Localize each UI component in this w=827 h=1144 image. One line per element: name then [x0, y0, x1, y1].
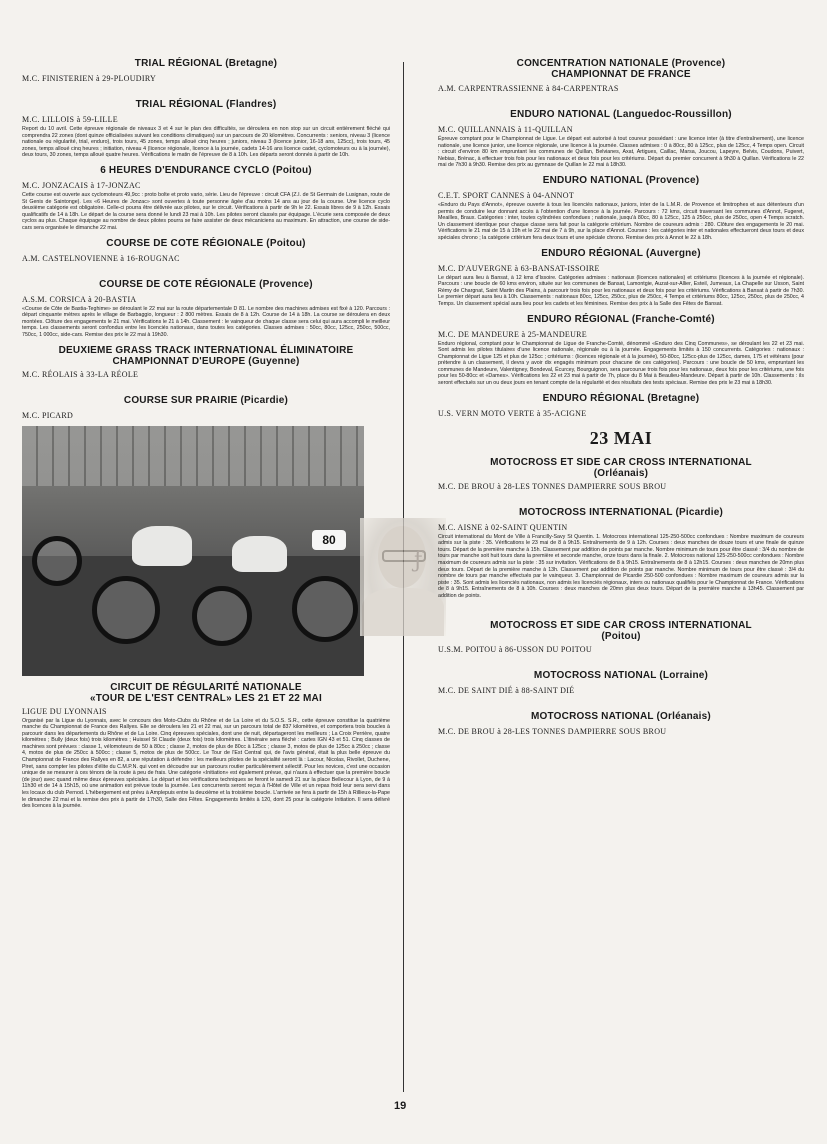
signature-mark: ƒ	[414, 548, 423, 573]
section-title: MOTOCROSS NATIONAL (Lorraine)	[533, 669, 709, 681]
section-title-line2: CHAMPIONNAT D'EUROPE (Guyenne)	[112, 355, 300, 367]
section-title: COURSE SUR PRAIRIE (Picardie)	[123, 394, 289, 406]
section-title: MOTOCROSS INTERNATIONAL (Picardie)	[518, 506, 724, 518]
club-name: M.C. DE BROU à 28-LES TONNES DAMPIERRE SOUS BROU	[438, 481, 667, 491]
portrait-shoulders	[362, 588, 444, 636]
club-name: M.C. PICARD	[22, 410, 74, 420]
section-title: ENDURO RÉGIONAL (Franche-Comté)	[527, 313, 715, 325]
left-column	[22, 52, 390, 816]
club-name: M.C. AISNE à 02-SAINT QUENTIN	[438, 522, 568, 532]
club-name: M.C. DE MANDEURE à 25-MANDEURE	[438, 329, 587, 339]
section-title: COURSE DE COTE RÉGIONALE (Poitou)	[106, 237, 306, 249]
club-name: M.C. LILLOIS à 59-LILLE	[22, 115, 118, 124]
bike-tank	[132, 526, 192, 566]
section-body: Circuit international du Mont de Ville à Francilly-Savy St Quentin. 1. Motocross international 125-250-500cc confondues : Nombre maximum de coureurs admis sur la piste : 35. Vérifications le 23 mai de 8 à 9h15. Entraînements de 9 à 12h. Courses : deux manches de douze tours et une finale de quinze tours. Départ de la première manche à 15h. Classement par addition de points par manche. Nombre minimum de tours pour être classé : 3/4 du nombre de tours par manche soit huit tours dans la première et seconde manche, onze tours dans la finale. 2. Motocross national 125-250-500cc confondues : Nombre maximum de coureurs admis sur la piste : 35 sur invitation. Vérifications de 8 à 9h15. Entraînements de 8 à 12h15. Courses : deux manches de 20mn plus deux tours. Départ de la première manche à 13h. Classement par addition de points par manche. Nombre minimum de tours pour être classé : 3/4 du nombre de tours par manche effectués par le vainqueur. 3. Championnat de Picardie 250-500 confondues : Nombre maximum de coureurs admis sur la piste : 35. Sont admis les licenciés nationaux, non admis les licenciés régionaux, inters ou nationaux qualifiés pour le Championnat de France. Vérifications de 8 à 9h15. Entraînements de 8 à 10h. Courses : deux manches de 20mn plus deux tours. Départ de la première manche à 13h45. Classement par addition de points.	[438, 533, 804, 599]
section-body: «Enduro du Pays d'Annot», épreuve ouverte à tous les licenciés nationaux, juniors, inter de la L.M.R. de Provence et limitrophes et aux détenteurs d'un permis de conduire leur donnant accès à l'obtention d'une licence à la journée. Parcours : 72 kms, circuit traversant les communes d'Annot, Fugeret, Meailles, Braux. Catégories : inter, toutes cylindrées confondues ; nationale, jusqu'à 80cc, 80 à 125cc, 125 à 250cc, plus de 250cc, open 4 Temps scratch. Un classement identique pour chaque classe sera fait pour la catégorie critérium. Nombre de coureurs admis : 280. Clôture des engagements le 20 mai. Vérifications le 21 mai de 15 à 19h et le 22 mai de 7 à 9h, sur la place d'Annot. Courses : les catégories inter et nationales effectueront deux tours et deux spéciales chrono ; la catégorie critérium fera deux tours et une spéciale chrono. Remise des prix à Annot le 22 à 18h.	[438, 201, 804, 241]
club-name: U.S. VERN MOTO VERTE à 35-ACIGNE	[438, 408, 587, 418]
section-title-line1: MOTOCROSS ET SIDE CAR CROSS INTERNATIONAL	[490, 619, 752, 631]
section-title	[438, 620, 804, 642]
section-body: Organisé par la Ligue du Lyonnais, avec le concours des Moto-Clubs du Rhône et de La Loire et du S.O.S. S.R., cette épreuve constitue la quatrième manche du Championnat de France des Rallyes. Elle se déroulera les 21 et 22 mai, sur un parcours total de 837 kilomètres, et comportera trois boucles à parcourir dans les départements du Rhône et de La Loire. Cinq épreuves spéciales, dont une de nuit, départageront les meilleurs ; La Croix Perrière, quatre kilomètres ; Bully (deux fois) trois kilomètres ; Huissel St Claude (deux fois) trois kilomètres. L'itinéraire sera fléché : cartes IGN 43 et 51. Cinq classes de machines sont prévues : classe 1, vélomoteurs de 50 à 80cc ; classe 2, motos de plus de 80cc à 125cc ; classe 3, motos de plus de 125cc à 250cc ; classe 4, motos de plus de 250cc à 500cc ; classe 5, motos de plus de 500cc. Le Tour de l'Est Central qui, de l'avis général, était la plus belle épreuve du Championnat de France des Rallyes en 82, a une réputation à défendre : les meilleurs pilotes de la spécialité seront là : Lacour, Nicolas, Rivollet, Duchene, Piret, sans compter les pilotes d'élite du C.M.P.N. qui vont en découdre sur un parcours routier particulièrement sélectif. Pour les novices, c'est une occasion unique de se mesurer à ces ténors de la route à peu de frais. Une catégorie «Initiation» est également prévue, qui n'aura à effectuer que la première boucle (de jour) avec quand même deux épreuves spéciales. Le départ et les vérifications techniques se feront le samedi 21 sur la place Bellecour à Lyon, de 9 à 11h30 et de 14 à 15h15, où une animation est prévue toute la journée. Les concurrents seront reçus à l'Hôtel de Ville et un repas froid leur sera servi dans les locaux du club Pernod. L'hébergement est prévu à Amplepuis entre la deuxième et la troisième boucle. L'arrivée se fera à partir de 15h à Rillieux-la-Pape le dimanche 22 mai et la remise des prix à partir de 17h30, Salle des Fêtes. Engagements limités à 120, dont 25 pour la catégorie Initiation. Il sera délivré des licences à la journée.	[22, 717, 390, 810]
club-name: M.C. DE SAINT DIÉ à 88-SAINT DIÉ	[438, 685, 575, 695]
club-name: M.C. D'AUVERGNE à 63-BANSAT-ISSOIRE	[438, 263, 600, 273]
club-name: M.C. JONZACAIS à 17-JONZAC	[22, 180, 141, 190]
photo-building	[22, 426, 364, 486]
section-title: TRIAL RÉGIONAL (Bretagne)	[134, 58, 278, 69]
section-title: ENDURO RÉGIONAL (Auvergne)	[541, 247, 701, 259]
club-name: M.C. FINISTERIEN à 29-PLOUDIRY	[22, 74, 157, 83]
section-title-line2: (Poitou)	[601, 630, 641, 642]
section-body: «Course de Côte de Bastia-Teghime» se déroulant le 22 mai sur la route départementale D 81. Le nombre des machines admises est fixé à 120. Parcours : départ cinquante mètres après le village de Barbaggio, longueur : 2 800 mètres. Essais de 8 à 12h. Course de 14 à 18h. La course se déroulera en deux montées. Clôture des engagements le 21 mai. Vérifications le 21 à 14h. Classement : le vainqueur de chaque classe sera celui qui aura accompli le meilleur temps. Les classements seront confondus entre les licenciés nationaux, dans toutes les catégories. Classes admises : 50cc, 80cc, 125cc, 250cc, 500cc, 750cc, 1 000cc, side-cars. Remise des prix le 22 mai à 19h30.	[22, 305, 390, 338]
section-title	[438, 58, 804, 80]
section-title: ENDURO NATIONAL (Provence)	[542, 174, 700, 186]
section-body: Le départ aura lieu à Bansat, à 12 kms d'Issoire. Catégories admises : nationaux (licences nationales) et critériums (licences à la journée et régionale). Parcours : une boucle de 60 kms environ, située sur les communes de Bansat, Lamontgie, Auzat-sur-Allier, Esteil, Jumeaux, La Chapelle sur Usson, Saint Rémy de Chargnat, Saint Martin des Plains, à parcourir trois fois pour les nationaux et deux fois pour les critériums. Vérifications à Bansat à partir de 7h30. Le premier départ aura lieu à 10h. Classements : nationaux 80cc, 125cc, 250cc, plus de 250cc, 4 Temps et critériums 80cc, 125cc, 250cc, plus de 250cc, 4 Temps. Un classement spécial aura lieu pour les cadets et les féminines. Remise des prix à la Salle des Fêtes de Bansat.	[438, 274, 804, 307]
section-title-line2: CHAMPIONNAT DE FRANCE	[551, 69, 691, 80]
club-name: LIGUE DU LYONNAIS	[22, 706, 107, 716]
section-body: Cette course est ouverte aux cyclomoteurs 49,9cc : proto bolte et proto vario, série. Lieu de l'épreuve : circuit CFA (Z.I. de St Germain de Lusignan, route de St Genis de Saintonge). Les «6 Heures de Jonzac» sont ouvertes à toute personne âgée d'au moins 14 ans au jour de la course. Une licence cyclo deuxième catégorie est obligatoire. Celle-ci pourra être délivrée aux pilotes, sur le circuit. Vérifications à partir de 9h le 22. Essais libres de 9 à 12h. Essais qualificatifs de 14 à 18h. Le départ de la course sera donné le lundi 23 mai à 10h. Les pilotes seront classés par équipage. L'écurie sera composée de deux cyclos au plus. Chaque équipage au nombre de deux pilotes pourra se faire assister de deux mécaniciens au maximum. En attraction, une course de side-cars sera organisée le dimanche 22 mai.	[22, 191, 390, 231]
motocross-photo	[22, 426, 364, 676]
section-title-line1: CIRCUIT DE RÉGULARITÉ NATIONALE	[110, 681, 302, 693]
race-number-plate: 80	[312, 530, 346, 550]
date-heading: 23 MAI	[589, 427, 653, 448]
right-column	[438, 52, 804, 738]
club-name: M.C. RÉOLAIS à 33-LA RÉOLE	[22, 369, 139, 379]
bike-wheel	[192, 586, 252, 646]
section-title: ENDURO RÉGIONAL (Bretagne)	[542, 392, 700, 404]
section-title: TRIAL RÉGIONAL (Flandres)	[135, 99, 277, 110]
bike-wheel	[292, 576, 358, 642]
section-title: COURSE DE COTE RÉGIONALE (Provence)	[99, 278, 313, 290]
club-name: C.E.T. SPORT CANNES à 04-ANNOT	[438, 190, 575, 200]
page-number: 19	[394, 1100, 407, 1112]
section-title	[438, 457, 804, 479]
bike-wheel	[92, 576, 160, 644]
club-name: A.M. CARPENTRASSIENNE à 84-CARPENTRAS	[438, 84, 619, 93]
portrait-watermark	[360, 518, 446, 636]
club-name: A.S.M. CORSICA à 20-BASTIA	[22, 294, 137, 304]
section-body: Enduro régional, comptant pour le Championnat de Ligue de Franche-Comté, dénommé «Enduro des Cinq Communes», se déroulant les 22 et 23 mai. Sont admis les pilotes titulaires d'une licence nationale, régionale ou à la journée. Engagements limités à 150 concurrents. Catégories : nationaux : Championnat de Ligue 125 et plus de 125cc ; critériums : (licences régionale et à la journée), 50-80cc, 125cc-plus de 125cc, dames, 175 et vétérans (pour prétendre à un classement, il devra y avoir dix engagés minimum pour chacune de ces catégories). Parcours : une boucle de 50 kms, empruntant les communes de Mandeure, Valentigney, Bondeval, Écurcey, Bourguignon, sera parcourue trois fois pour les nationaux, deux fois pour les critériums, une fois pour les 50-80cc et «Dames». Vérifications les 22 et 23 mai à partir de 7h, place du 8 Mai à Beaulieu-Mandeure. Départ à partir de 10h. Classements : ils seront effectués sur un ou deux jours en tenant compte de la régularité et des résultats des tests spéciaux. Remise des prix le 23 mai à 18h30.	[438, 340, 804, 387]
bike-wheel	[32, 536, 82, 586]
section-title-line2: (Orléanais)	[593, 467, 649, 479]
club-name: U.S.M. POITOU à 86-USSON DU POITOU	[438, 644, 592, 654]
section-title: 6 HEURES D'ENDURANCE CYCLO (Poitou)	[100, 164, 312, 176]
section-title: ENDURO NATIONAL (Languedoc-Roussillon)	[510, 109, 732, 120]
section-title	[22, 345, 390, 367]
bike-tank	[232, 536, 287, 572]
section-body: Épreuve comptant pour le Championnat de Ligue. Le départ est autorisé à tout coureur possédant : une licence inter (à titre d'entraînement), une licence nationale, une licence junior, une licence régionale, une licence à la journée. Classes admises : 0 à 80cc, 80 à 125cc, plus de 125cc, 4 Temps open. Circuit : circuit d'environ 80 km empruntant les communes de Quillan, Belvianes, Axat, Artigues, Caillac, Marsa, Joucou, Lapeyre, Belvis, Coudons, Puivert, Nebias, Brénac, à effectuer trois fois pour les nationaux et deux fois pour les critériums. Départ du premier concurrent à 9h30 à Quillan. Vérifications le 22 mai de 7h30 à 9h30. Remise des prix au gymnase de Quillan le 22 mai à 18h30.	[438, 136, 804, 169]
section-title-line2: «TOUR DE L'EST CENTRAL» LES 21 ET 22 MAI	[90, 692, 322, 704]
section-title	[22, 682, 390, 704]
section-title-line1: CONCENTRATION NATIONALE (Provence)	[516, 58, 726, 69]
section-title-line1: MOTOCROSS ET SIDE CAR CROSS INTERNATIONAL	[490, 456, 752, 468]
section-body: Report du 10 avril. Cette épreuve régionale de niveaux 3 et 4 sur le plan des difficultés, se déroulera en non stop sur un circuit entièrement fléché qui comprendra 22 zones (dont quinze officialisées suivant les conditions climatiques) sur un parcours de 20 kilomètres. Concurrents : seniors, niveau 3 (licence nationale ou régularité, trial, enduro), trois tours, 45 zones, temps alloué cinq heures ; juniors, niveau 3 (licence junior, 16-18 ans, 125cc), trois tours, 45 zones, temps alloué cinq heures ; initiation, niveau 4 (licence régionale, licence à la journée, cadets 14-16 ans licence cadet, cyclomoteurs ou à la journée), deux tours, 30 zones, temps alloué quatre heures. Vérifications le matin de l'épreuve de 8 à 10h. Les départs seront donnés à partir de 10h.	[22, 126, 390, 159]
club-name: M.C. QUILLANNAIS à 11-QUILLAN	[438, 125, 573, 134]
club-name: M.C. DE BROU à 28-LES TONNES DAMPIERRE SOUS BROU	[438, 726, 667, 736]
section-title-line1: DEUXIEME GRASS TRACK INTERNATIONAL ÉLIMINATOIRE	[58, 344, 354, 356]
club-name: A.M. CASTELNOVIENNE à 16-ROUGNAC	[22, 253, 180, 263]
section-title: MOTOCROSS NATIONAL (Orléanais)	[531, 710, 711, 722]
